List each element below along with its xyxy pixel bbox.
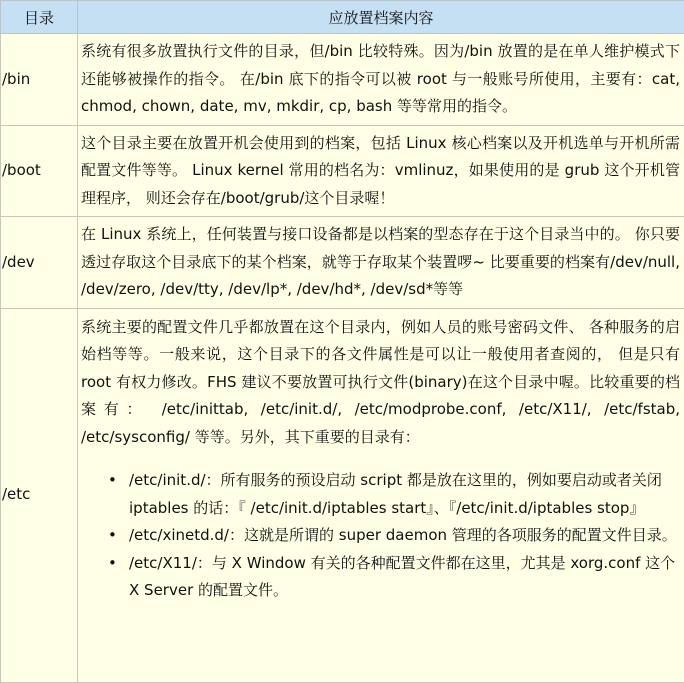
dir-name: /bin bbox=[1, 34, 78, 126]
bullet-icon: • bbox=[108, 467, 117, 495]
bullet-icon: • bbox=[108, 550, 117, 578]
header-row bbox=[1, 1, 684, 34]
bullet-icon: • bbox=[108, 522, 117, 550]
dir-name: /etc bbox=[1, 308, 78, 682]
dir-name: /boot bbox=[1, 125, 78, 217]
header-contents: 应放置档案内容 bbox=[78, 1, 684, 34]
list-item bbox=[129, 467, 680, 522]
dir-description: 这个目录主要在放置开机会使用到的档案，包括 Linux 核心档案以及开机选单与开机所需配置文件等等。 Linux kernel 常用的档名为：vmlinuz，如果使用的是 grub 这个开机管理程序， 则还会存在/boot/grub/这个目录喔！ bbox=[78, 125, 684, 217]
dir-description bbox=[78, 308, 684, 682]
list-item-text: /etc/xinetd.d/：这就是所谓的 super daemon 管理的各项服务的配置文件目录。 bbox=[129, 526, 677, 544]
etc-subdirectory-list bbox=[81, 467, 680, 605]
dir-name: /dev bbox=[1, 217, 78, 309]
table-row bbox=[1, 308, 684, 682]
dir-description: 系统有很多放置执行文件的目录，但/bin 比较特殊。因为/bin 放置的是在单人维护模式下还能够被操作的指令。 在/bin 底下的指令可以被 root 与一般账号所使用，主要有：cat, chmod, chown, date, mv, mkdir, cp, bash 等等常用的指令。 bbox=[78, 34, 684, 126]
table-row bbox=[1, 125, 684, 217]
list-item-text: /etc/init.d/：所有服务的预设启动 script 都是放在这里的，例如要启动或者关闭 iptables 的话：『 /etc/init.d/iptables start』、『/etc/init.d/iptables stop』 bbox=[129, 471, 662, 517]
list-item bbox=[129, 522, 680, 550]
header-directory: 目录 bbox=[1, 1, 78, 34]
list-item-text: /etc/X11/：与 X Window 有关的各种配置文件都在这里，尤其是 xorg.conf 这个 X Server 的配置文件。 bbox=[129, 554, 675, 600]
list-item bbox=[129, 550, 680, 605]
etc-intro-text: 系统主要的配置文件几乎都放置在这个目录内，例如人员的账号密码文件、 各种服务的启始档等等。一般来说，这个目录下的各文件属性是可以让一般使用者查阅的， 但是只有 root 有权力修改。FHS 建议不要放置可执行文件(binary)在这个目录中喔。比较重要的档案有： /etc/inittab, /etc/init.d/, /etc/modprobe.conf, /etc/X11/, /etc/fstab, /etc/sysconfig/ 等等。另外，其下重要的目录有： bbox=[81, 314, 680, 452]
table-row bbox=[1, 34, 684, 126]
table-row bbox=[1, 217, 684, 309]
dir-description: 在 Linux 系统上，任何装置与接口设备都是以档案的型态存在于这个目录当中的。 你只要透过存取这个目录底下的某个档案，就等于存取某个装置啰~ 比要重要的档案有/dev/null, /dev/zero, /dev/tty, /dev/lp*, /dev/hd*, /dev/sd*等等 bbox=[78, 217, 684, 309]
